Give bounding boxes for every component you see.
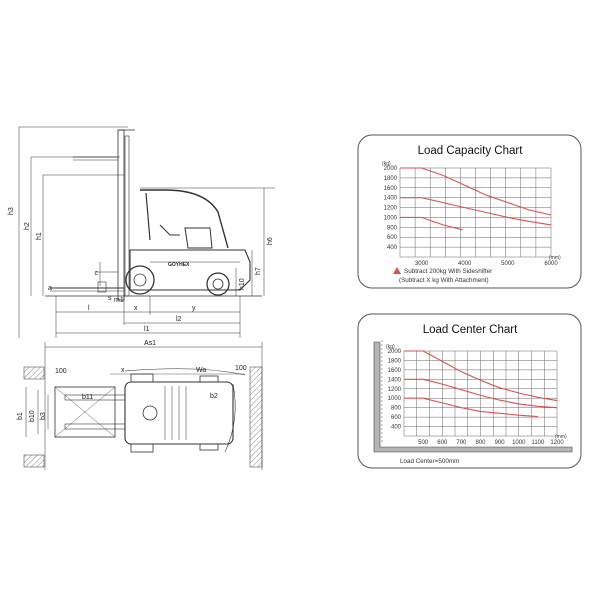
label-h1: h1 <box>36 232 43 240</box>
side-view-labels <box>8 207 274 333</box>
load-capacity-chart-title: Load Capacity Chart <box>417 145 523 157</box>
label-wa: Wa <box>196 367 207 374</box>
load-center-chart-panel <box>358 314 581 468</box>
label-offset-left: 100 <box>55 368 67 375</box>
label-s: s <box>108 295 112 302</box>
x-tick-label: 1200 <box>550 440 564 446</box>
load-center-chart-title: Load Center Chart <box>422 324 518 336</box>
side-view-drawing <box>19 127 275 338</box>
label-b3: b3 <box>40 412 47 420</box>
y-tick-label: 1600 <box>383 185 397 192</box>
x-unit-label: (mm) <box>555 434 567 440</box>
label-offset-right: 100 <box>235 365 247 372</box>
load-capacity-note-2: (Subtract X kg With Attachment) <box>399 277 489 284</box>
truck-body <box>130 250 250 290</box>
x-tick-label: 1100 <box>531 440 545 446</box>
wall-left-top <box>24 367 44 379</box>
mast <box>118 130 124 300</box>
wall-left-bottom <box>24 455 44 467</box>
y-tick-label: 2000 <box>387 349 401 355</box>
y-tick-label: 1000 <box>383 215 397 222</box>
label-h7: h7 <box>255 267 262 275</box>
label-l: l <box>88 305 90 312</box>
label-h6: h6 <box>267 237 274 245</box>
label-y: y <box>192 305 196 312</box>
x-tick-label: 700 <box>456 440 467 446</box>
x-tick-label: 6000 <box>544 261 558 267</box>
label-c: c <box>94 270 98 277</box>
x-tick-label: 4000 <box>458 261 472 267</box>
y-tick-label: 1200 <box>387 386 401 393</box>
label-as1: As1 <box>143 340 157 347</box>
x-unit-label: (mm) <box>549 255 561 261</box>
label-l1: l1 <box>144 326 150 333</box>
y-tick-label: 800 <box>386 225 397 232</box>
y-unit-label: (kg) <box>386 344 395 350</box>
y-tick-label: 1600 <box>387 367 401 374</box>
load-center-note: Load Center=500mm <box>400 458 460 465</box>
y-tick-label: 600 <box>390 415 401 422</box>
x-tick-label: 500 <box>418 440 429 446</box>
label-l2: l2 <box>176 316 182 323</box>
y-tick-label: 1800 <box>387 358 401 365</box>
x-tick-label: 5000 <box>501 261 515 267</box>
y-tick-label: 1800 <box>383 175 397 182</box>
label-b2: b2 <box>210 393 218 400</box>
label-b11: b11 <box>82 394 94 401</box>
x-tick-label: 800 <box>475 440 486 446</box>
y-tick-label: 1400 <box>387 377 401 384</box>
y-tick-label: 1200 <box>383 205 397 212</box>
x-tick-label: 1000 <box>512 440 526 446</box>
load-capacity-note-1: Subtract 200kg With Sideshifter <box>404 268 493 275</box>
label-b10: b10 <box>29 410 36 422</box>
label-h2: h2 <box>24 222 31 230</box>
brand-logo: GOYHEX <box>168 262 190 268</box>
y-tick-label: 400 <box>390 424 401 431</box>
x-tick-label: 600 <box>437 440 448 446</box>
x-tick-label: 3000 <box>414 261 429 267</box>
y-tick-label: 400 <box>386 245 397 252</box>
label-b1: b1 <box>17 412 24 420</box>
y-tick-label: 2000 <box>383 166 397 172</box>
x-tick-label: 900 <box>494 440 505 446</box>
y-tick-label: 1000 <box>387 396 401 403</box>
wall-right <box>250 367 262 467</box>
overhead-guard <box>140 190 228 248</box>
load-capacity-chart-panel <box>358 135 581 288</box>
top-view-labels <box>17 340 247 422</box>
top-view-drawing <box>24 342 262 470</box>
rear-wheel <box>207 273 229 295</box>
y-unit-label: (kg) <box>382 161 391 167</box>
label-x: x <box>134 305 138 312</box>
label-h10: h10 <box>239 278 246 290</box>
label-h3: h3 <box>8 207 15 215</box>
y-tick-label: 600 <box>386 235 397 242</box>
y-tick-label: 800 <box>390 405 401 412</box>
label-m1: m1 <box>114 297 124 304</box>
label-x-top: x <box>121 367 125 374</box>
label-a: a <box>48 285 52 292</box>
y-tick-label: 1400 <box>383 195 397 202</box>
